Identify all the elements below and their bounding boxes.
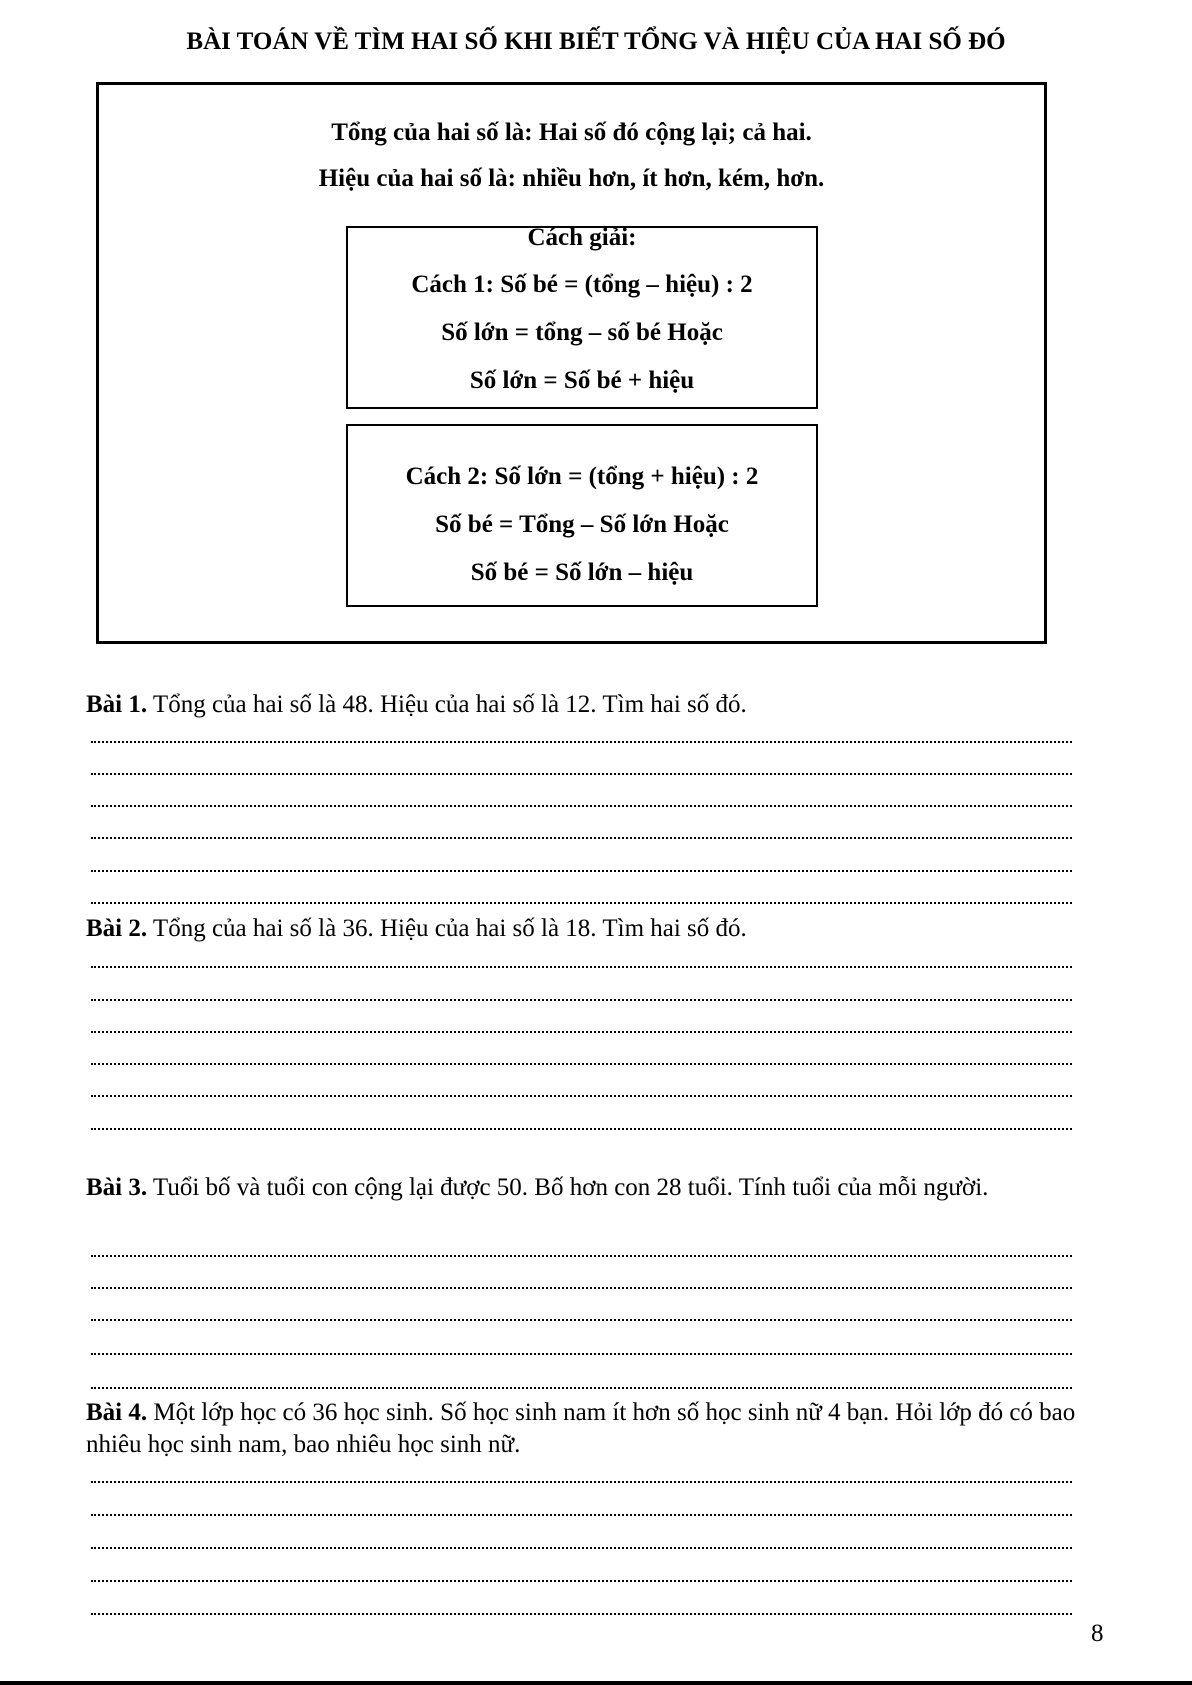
difference-definition: Hiệu của hai số là: nhiều hơn, ít hơn, kém, hơn. bbox=[318, 165, 825, 192]
answer-line[interactable] bbox=[91, 1514, 1072, 1516]
page-title: BÀI TOÁN VỀ TÌM HAI SỐ KHI BIẾT TỔNG VÀ HIỆU CỦA HAI SỐ ĐÓ bbox=[186, 28, 1006, 55]
answer-line[interactable] bbox=[91, 1255, 1072, 1257]
answer-line[interactable] bbox=[91, 1481, 1072, 1483]
answer-line[interactable] bbox=[91, 1031, 1072, 1033]
answer-line[interactable] bbox=[91, 1580, 1072, 1582]
exercise-1 bbox=[86, 689, 1086, 721]
exercise-label: Bài 3. bbox=[86, 1174, 148, 1201]
answer-line[interactable] bbox=[91, 870, 1072, 872]
page-number: 8 bbox=[1091, 1620, 1104, 1647]
sum-definition: Tổng của hai số là: Hai số đó cộng lại; cả hai. bbox=[331, 119, 812, 146]
answer-line[interactable] bbox=[91, 1353, 1072, 1355]
answer-line[interactable] bbox=[91, 805, 1072, 807]
exercise-label: Bài 4. bbox=[86, 1399, 148, 1426]
method-1-line: Số lớn = tổng – số bé Hoặc bbox=[441, 319, 723, 346]
method-2-box bbox=[346, 424, 818, 607]
answer-line[interactable] bbox=[91, 1387, 1072, 1389]
method-2-line: Số bé = Số lớn – hiệu bbox=[470, 559, 694, 586]
exercise-4 bbox=[86, 1397, 1086, 1461]
answer-line[interactable] bbox=[91, 902, 1072, 904]
exercise-label: Bài 2. bbox=[86, 915, 148, 942]
answer-line[interactable] bbox=[91, 1287, 1072, 1289]
exercise-3 bbox=[86, 1172, 1086, 1204]
answer-line[interactable] bbox=[91, 1128, 1072, 1130]
exercise-text: Tuổi bố và tuổi con cộng lại được 50. Bố hơn con 28 tuổi. Tính tuổi của mỗi người. bbox=[147, 1174, 989, 1201]
method-2-line: Số bé = Tổng – Số lớn Hoặc bbox=[435, 511, 729, 538]
answer-line[interactable] bbox=[91, 1613, 1072, 1615]
exercise-text: Tổng của hai số là 36. Hiệu của hai số là 18. Tìm hai số đó. bbox=[147, 915, 747, 942]
answer-line[interactable] bbox=[91, 1063, 1072, 1065]
method-1-line: Số lớn = Số bé + hiệu bbox=[469, 367, 695, 394]
exercise-text: Tổng của hai số là 48. Hiệu của hai số là 12. Tìm hai số đó. bbox=[147, 691, 747, 718]
answer-line[interactable] bbox=[91, 1319, 1072, 1321]
method-1-box bbox=[346, 226, 818, 409]
answer-line[interactable] bbox=[91, 1095, 1072, 1097]
answer-line[interactable] bbox=[91, 741, 1072, 743]
page-bottom-border bbox=[0, 1681, 1192, 1685]
answer-line[interactable] bbox=[91, 1547, 1072, 1549]
exercise-text: Một lớp học có 36 học sinh. Số học sinh nam ít hơn số học sinh nữ 4 bạn. Hỏi lớp đó có bao nhiêu học sinh nam, bao nhiêu học sinh nữ. bbox=[86, 1399, 1076, 1458]
exercise-2 bbox=[86, 913, 1086, 945]
exercise-label: Bài 1. bbox=[86, 691, 148, 718]
answer-line[interactable] bbox=[91, 966, 1072, 968]
method-1-line: Cách 1: Số bé = (tổng – hiệu) : 2 bbox=[411, 271, 753, 298]
method-heading: Cách giải: bbox=[527, 224, 637, 251]
method-2-line: Cách 2: Số lớn = (tổng + hiệu) : 2 bbox=[405, 463, 759, 490]
answer-line[interactable] bbox=[91, 837, 1072, 839]
answer-line[interactable] bbox=[91, 999, 1072, 1001]
answer-line[interactable] bbox=[91, 773, 1072, 775]
